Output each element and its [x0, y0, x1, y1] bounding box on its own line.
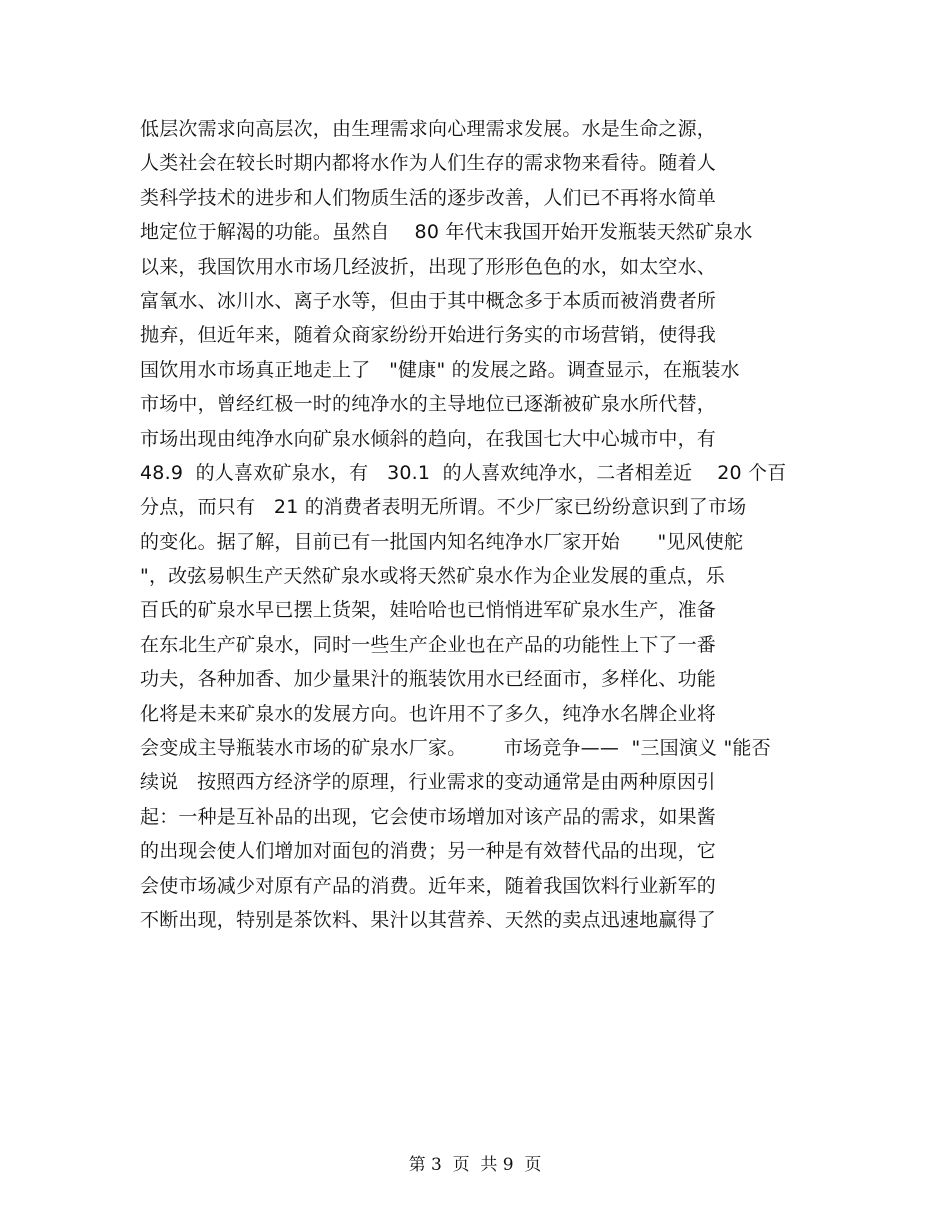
text-line: 会使市场减少对原有产品的消费。近年来，随着我国饮料行业新军的 — [140, 874, 717, 897]
text-line: 分点，而只有 21 的消费者表明无所谓。不少厂家已纷纷意识到了市场 — [140, 496, 747, 519]
text-line: 以来，我国饮用水市场几经波折，出现了形形色色的水，如太空水、 — [140, 255, 717, 278]
text-line: 地定位于解渴的功能。虽然自 80 年代末我国开始开发瓶装天然矿泉水 — [140, 221, 753, 244]
text-line: 抛弃，但近年来，随着众商家纷纷开始进行务实的市场营销，使得我 — [140, 324, 717, 347]
text-line: 类科学技术的进步和人们物质生活的逐步改善，人们已不再将水简单 — [140, 186, 717, 209]
text-line: 功夫，各种加香、加少量果汁的瓶装饮用水已经面市，多样化、功能 — [140, 668, 717, 691]
text-line: 低层次需求向高层次，由生理需求向心理需求发展。水是生命之源， — [140, 118, 717, 140]
page-number-footer: 第 3 页 共 9 页 — [408, 1155, 542, 1175]
body-text — [140, 112, 820, 937]
text-line: 不断出现，特别是茶饮料、果汁以其营养、天然的卖点迅速地赢得了 — [140, 908, 717, 931]
text-line: 富氧水、冰川水、离子水等，但由于其中概念多于本质而被消费者所 — [140, 289, 717, 312]
text-line: 的出现会使人们增加对面包的消费；另一种是有效替代品的出现，它 — [140, 840, 717, 863]
text-line: 的变化。据了解，目前已有一批国内知名纯净水厂家开始 "见风使舵 — [140, 530, 744, 553]
text-line: 国饮用水市场真正地走上了 "健康" 的发展之路。调查显示，在瓶装水 — [140, 358, 740, 381]
text-line: 人类社会在较长时期内都将水作为人们生存的需求物来看待。随着人 — [140, 152, 717, 175]
text-line: "，改弦易帜生产天然矿泉水或将天然矿泉水作为企业发展的重点，乐 — [140, 565, 725, 588]
text-line: 会变成主导瓶装水市场的矿泉水厂家。 市场竞争—— "三国演义 "能否 — [140, 737, 771, 760]
text-line: 化将是未来矿泉水的发展方向。也许用不了多久，纯净水名牌企业将 — [140, 702, 717, 725]
text-line: 市场出现由纯净水向矿泉水倾斜的趋向，在我国七大中心城市中，有 — [140, 427, 717, 450]
text-line: 在东北生产矿泉水，同时一些生产企业也在产品的功能性上下了一番 — [140, 633, 717, 656]
text-line: 百氏的矿泉水早已摆上货架，娃哈哈也已悄悄进军矿泉水生产，准备 — [140, 599, 717, 622]
text-line: 起：一种是互补品的出现，它会使市场增加对该产品的需求，如果酱 — [140, 805, 717, 828]
text-line: 48.9 的人喜欢矿泉水，有 30.1 的人喜欢纯净水，二者相差近 20 个百 — [140, 461, 787, 484]
text-line: 市场中，曾经红极一时的纯净水的主导地位已逐渐被矿泉水所代替， — [140, 393, 717, 416]
text-line: 续说 按照西方经济学的原理，行业需求的变动通常是由两种原因引 — [140, 771, 716, 794]
